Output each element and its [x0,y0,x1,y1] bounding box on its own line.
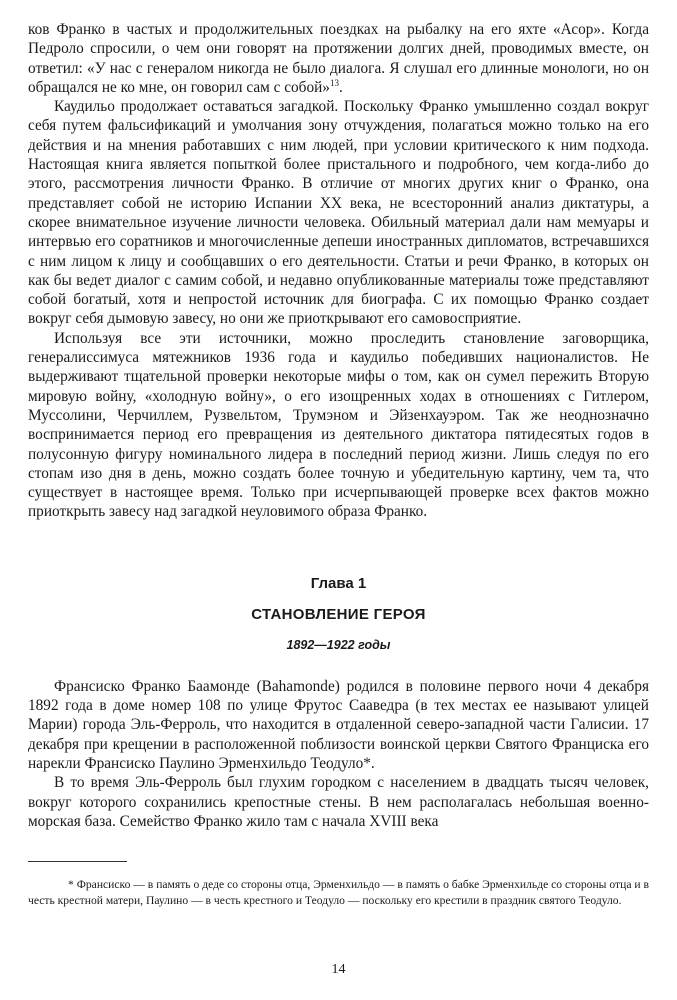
chapter-paragraph: Франсиско Франко Баамонде (Bahamonde) родился в половине первого ночи 4 декабря 1892 года в доме номер 108 по улице Фрутос Сааведра (в тех местах ее называют улицей Марии) города Эль-Ферроль, что находится в отдаленной северо-западной части Галисии. 17 декабря при крещении в расположенной поблизости воинской церкви Святого Франциска его нарекли Франсиско Паулино Эрменхильдо Теодуло*. [28,677,649,772]
chapter-body [28,677,649,831]
chapter-paragraph: В то время Эль-Ферроль был глухим городком с населением в двадцать тысяч человек, вокруг которого сохранились крепостные стены. В нем располагалась небольшая военно-морская база. Семейство Франко жило там с начала XVIII века [28,774,649,830]
footnote-divider [28,861,127,862]
body-paragraph: Каудильо продолжает оставаться загадкой. Поскольку Франко умышленно создал вокруг себя путем фальсификаций и умолчания зону отчуждения, полагаться можно только на его действия и на мнения работавших с ним людей, при условии критического к ним подхода. Настоящая книга является попыткой более пристального и подробного, чем когда-либо до этого, рассмотрения личности Франко. В отличие от многих других книг о Франко, она представляет собой не историю Испании XX века, не всесторонний анализ диктатуры, а скорее внимательное изучение личности человека. Обильный материал дали нам мемуары и интервью его соратников и многочисленные депеши иностранных дипломатов, встречавшихся с ним лицом к лицу и сообщавших о его деятельности. Статьи и речи Франко, в которых он как бы ведет диалог с самим собой, и недавно опубликованные материалы тоже представляют собой богатый, хотя и непростой источник для биографа. С их помощью Франко создает вокруг себя дымовую завесу, но они же приоткрывают его самовосприятие. [28,98,649,328]
note-reference: 13 [329,77,339,88]
body-paragraph: Используя все эти источники, можно проследить становление заговорщика, генералиссимуса мятежников 1936 года и каудильо победивших националистов. Не выдерживают тщательной проверки некоторые мифы о том, как он сумел пережить Вторую мировую войну, «холодную войну», о его изощренных ходах в отношениях с Гитлером, Муссолини, Черчиллем, Рузвельтом, Трумэном и Эйзенхауэром. Так же неоднозначно воспринимается период его превращения из деятельного диктатора пятидесятых годов в полусонную фигуру номинального лидера в последний период жизни. Лишь следуя по его стопам изо дня в день, можно создать более точную и убедительную картину, чем та, что существует в настоящее время. Только при исчерпывающей проверке всех фактов можно приоткрыть завесу над загадкой неуловимого образа Франко. [28,329,649,521]
page-text-column [28,20,649,831]
chapter-number: Глава 1 [310,574,367,592]
page-number: 14 [331,962,346,977]
footnote: * Франсиско — в память о деде со стороны отца, Эрменхильдо — в память о бабке Эрменхильде со стороны отца и в честь крестной матери, Паулино — в честь крестного и Теодуло — поскольку его крестили в праздник святого Теодуло. [28,878,649,907]
chapter-title: СТАНОВЛЕНИЕ ГЕРОЯ [251,605,426,623]
chapter-years: 1892—1922 годы [286,637,391,652]
body-paragraph: ков Франко в частых и продолжительных поездках на рыбалку на его яхте «Асор». Когда Педроло спросили, о чем они говорят на протяжении долгих дней, проводимых вместе, он ответил: «У нас с генералом никогда не было диалога. Я слушал его длинные монологи, но он обращался не ко мне, он говорил сам с собой»$^{13}$. [28,21,649,96]
